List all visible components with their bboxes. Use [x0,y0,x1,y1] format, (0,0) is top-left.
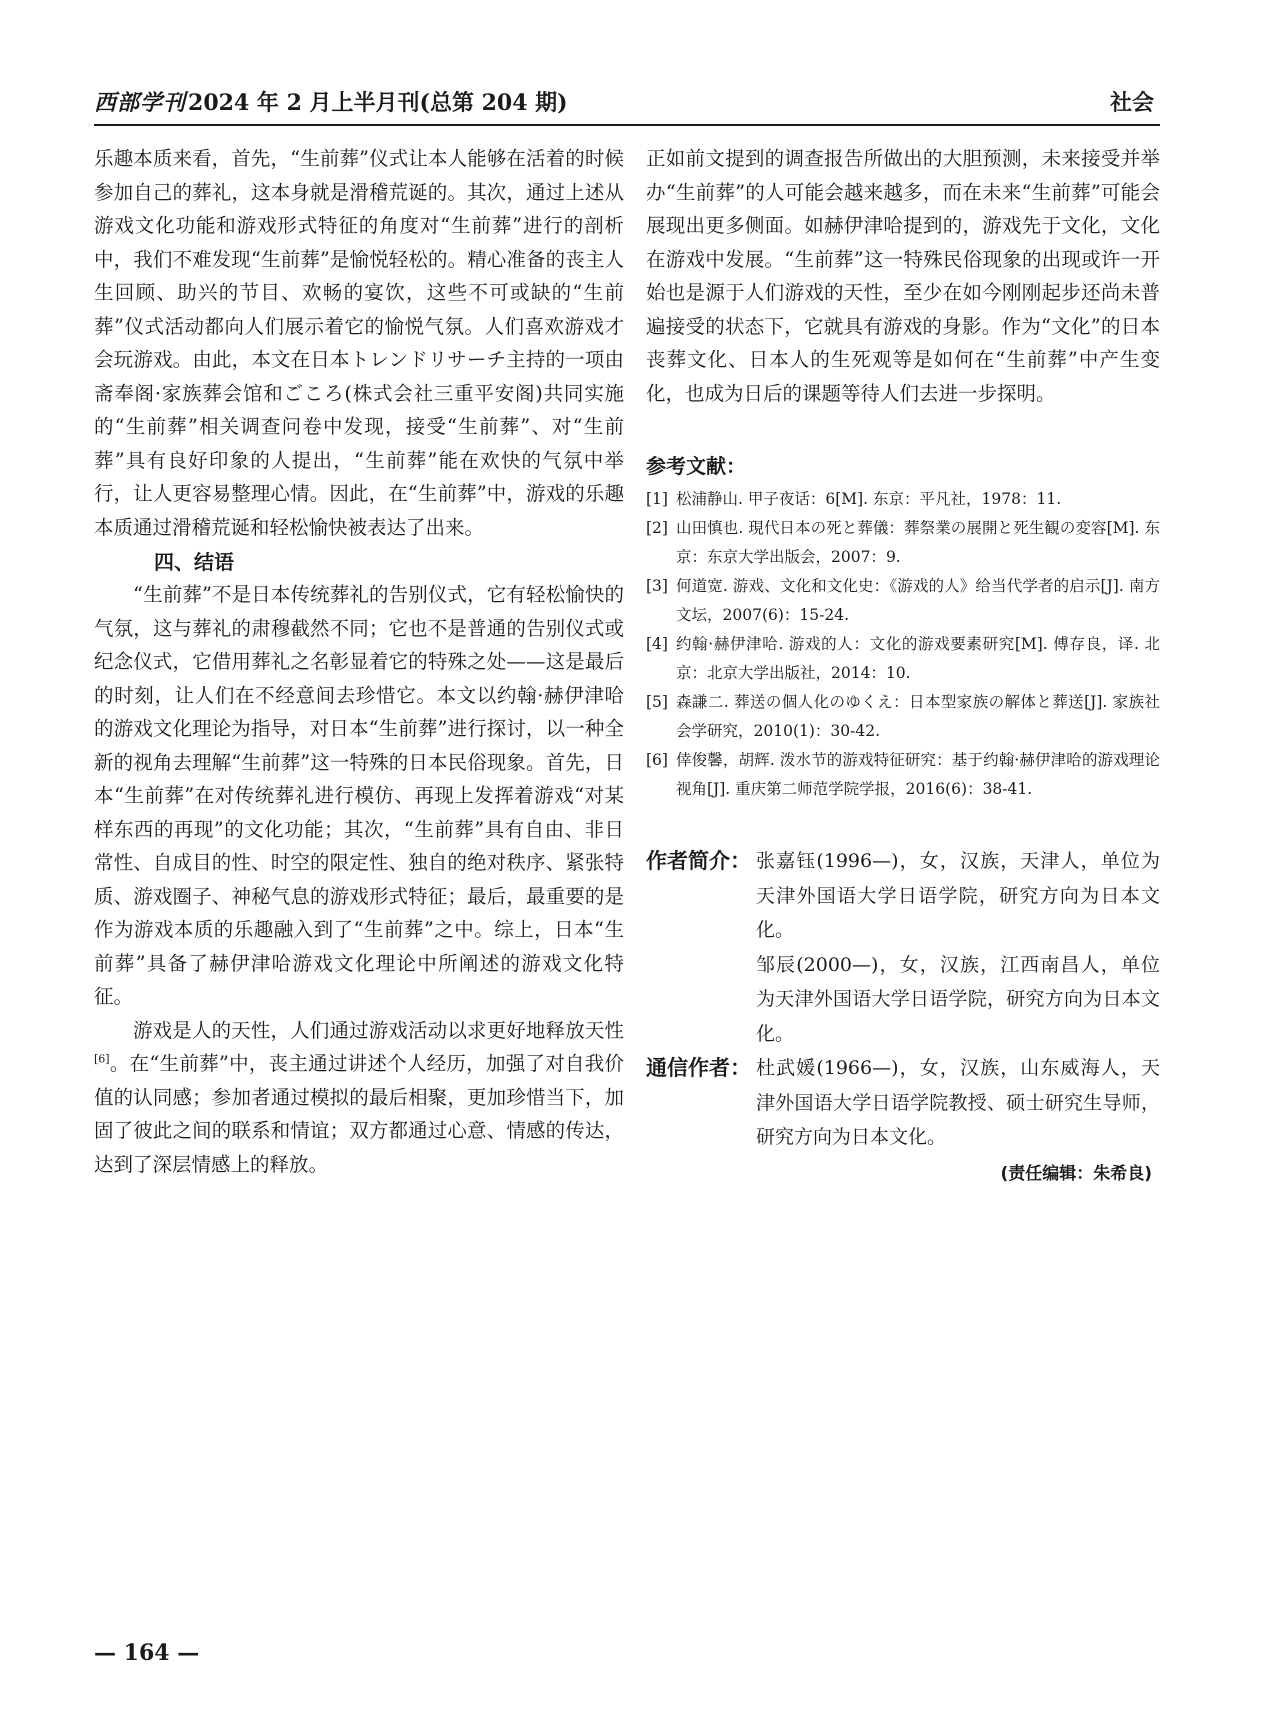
reference-item [646,485,1160,514]
author-bio-body [756,844,1160,1051]
body-paragraph: 正如前文提到的调查报告所做出的大胆预测，未来接受并举办“生前葬”的人可能会越来越多，而在未来“生前葬”可能会展现出更多侧面。如赫伊津哈提到的，游戏先于文化，文化在游戏中发展。“生前葬”这一特殊民俗现象的出现或许一开始也是源于人们游戏的天性，至少在如今刚刚起步还尚未普遍接受的状态下，它就具有游戏的身影。作为“文化”的日本丧葬文化、日本人的生死观等是如何在“生前葬”中产生变化，也成为日后的课题等待人们去进一步探明。 [646,147,1160,405]
left-column [94,142,624,1181]
author-bio [646,844,1160,1051]
body-paragraph: “生前葬”不是日本传统葬礼的告别仪式，它有轻松愉快的气氛，这与葬礼的肃穆截然不同；它也不是普通的告别仪式或纪念仪式，它借用葬礼之名彰显着它的特殊之处——这是最后的时刻，让人们在不经意间去珍惜它。本文以约翰·赫伊津哈的游戏文化理论为指导，对日本“生前葬”进行探讨，以一种全新的视角去理解“生前葬”这一特殊的日本民俗现象。首先，日本“生前葬”在对传统葬礼进行模仿、再现上发挥着游戏“对某样东西的再现”的文化功能；其次，“生前葬”具有自由、非日常性、自成目的性、时空的限定性、独自的绝对秩序、紧张特质、游戏圈子、神秘气息的游戏形式特征；最后，最重要的是作为游戏本质的乐趣融入到了“生前葬”之中。综上，日本“生前葬”具备了赫伊津哈游戏文化理论中所阐述的游戏文化特征。 [94,583,624,1008]
reference-item [646,514,1160,572]
reference-item [646,572,1160,630]
reference-item [646,630,1160,688]
reference-number: [1] [646,490,668,508]
reference-number: [6] [646,751,668,769]
corresponding-author-label: 通信作者： [646,1056,751,1080]
reference-text: 何道宽. 游戏、文化和文化史：《游戏的人》给当代学者的启示[J]. 南方文坛，2007(6)：15-24. [676,577,1160,624]
references-list [646,485,1160,804]
page-header [94,84,1160,126]
section-heading: 四、结语 [154,550,234,574]
body-text: 。在“生前葬”中，丧主通过讲述个人经历，加强了对自我价值的认同感；参加者通过模拟的最后相聚，更加珍惜当下，加固了彼此之间的联系和情谊；双方都通过心意、情感的传达，达到了深层情感上的释放。 [94,1052,624,1176]
author-bio-label: 作者简介： [646,849,751,873]
body-paragraph [94,1014,624,1182]
body-text: 游戏是人的天性，人们通过游戏活动以求更好地释放天性 [133,1018,624,1042]
reference-item [646,746,1160,804]
spacer [646,804,1160,844]
reference-item [646,688,1160,746]
reference-text: 松浦静山. 甲子夜话：6[M]. 东京：平凡社，1978：11. [676,490,1062,508]
reference-text: 森謙二. 葬送の個人化のゆくえ：日本型家族の解体と葬送[J]. 家族社会学研究，2010(1)：30-42. [676,693,1160,740]
author-bio-text: 邹辰(2000—)，女，汉族，江西南昌人，单位为天津外国语大学日语学院，研究方向为日本文化。 [756,953,1160,1045]
reference-number: [4] [646,635,668,653]
citation-mark: [6] [94,1052,110,1066]
body-paragraph: 乐趣本质来看，首先，“生前葬”仪式让本人能够在活着的时候参加自己的葬礼，这本身就是滑稽荒诞的。其次，通过上述从游戏文化功能和游戏形式特征的角度对“生前葬”进行的剖析中，我们不难发现“生前葬”是愉悦轻松的。精心准备的丧主人生回顾、助兴的节目、欢畅的宴饮，这些不可或缺的“生前葬”仪式活动都向人们展示着它的愉悦气氛。人们喜欢游戏才会玩游戏。由此，本文在日本トレンドリサーチ主持的一项由斋奉阁·家族葬会馆和ごころ(株式会社三重平安阁)共同实施的“生前葬”相关调查问卷中发现，接受“生前葬”、对“生前葬”具有良好印象的人提出，“生前葬”能在欢快的气氛中举行，让人更容易整理心情。因此，在“生前葬”中，游戏的乐趣本质通过滑稽荒诞和轻松愉快被表达了出来。 [94,147,624,539]
reference-number: [3] [646,577,668,595]
reference-number: [2] [646,519,668,537]
header-left [94,86,568,117]
reference-number: [5] [646,693,668,711]
corresponding-author-text: 杜武媛(1966—)，女，汉族，山东威海人，天津外国语大学日语学院教授、硕士研究生导师，研究方向为日本文化。 [756,1057,1160,1148]
right-column [646,142,1160,1184]
author-bio-text: 张嘉钰(1996—)，女，汉族，天津人，单位为天津外国语大学日语学院，研究方向为日本文化。 [756,850,1160,941]
journal-logo: 西部学刊 [94,90,187,116]
reference-text: 倖俊馨，胡辉. 泼水节的游戏特征研究：基于约翰·赫伊津哈的游戏理论视角[J]. 重庆第二师范学院学报，2016(6)：38-41. [676,751,1160,798]
references-heading: 参考文献： [646,454,746,478]
issue-info: 2024 年 2 月上半月刊(总第 204 期) [188,90,568,116]
responsible-editor: (责任编辑：朱希良) [1000,1163,1152,1184]
corresponding-author [646,1051,1160,1155]
reference-text: 约翰·赫伊津哈. 游戏的人：文化的游戏要素研究[M]. 傅存良，译. 北京：北京大学出版社，2014：10. [676,635,1160,682]
corresponding-author-body [756,1051,1160,1155]
page-number: — 164 — [94,1640,200,1666]
reference-text: 山田慎也. 現代日本の死と葬儀：葬祭業の展開と死生観の変容[M]. 东京：东京大学出版会，2007：9. [676,519,1160,566]
section-label: 社会 [1109,90,1154,116]
